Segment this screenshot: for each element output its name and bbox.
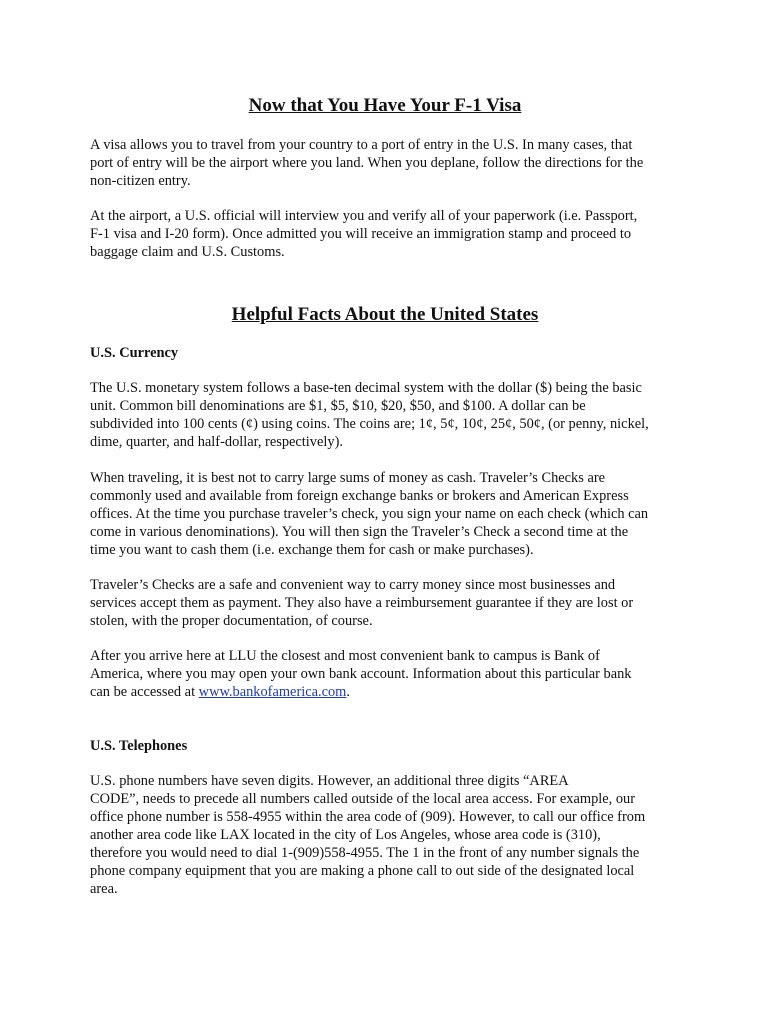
currency-heading: U.S. Currency [90,345,179,361]
text-line: stolen, with the proper documentation, of course. [90,613,373,629]
link-suffix: . [346,684,350,700]
text-line: another area code like LAX located in the city of Los Angeles, whose area code is (310), [90,827,601,843]
currency-paragraph-1 [90,379,690,451]
link-prefix: can be accessed at [90,684,199,700]
text-line: Traveler’s Checks are a safe and convenient way to carry money since most businesses and [90,577,616,593]
text-line: subdivided into 100 cents (¢) using coins. The coins are; 1¢, 5¢, 10¢, 25¢, 50¢, (or penny, nickel, [90,416,649,432]
telephones-heading: U.S. Telephones [90,738,188,754]
text-line: come in various denominations). You will then sign the Traveler’s Check a second time at the [90,524,629,540]
text-line: offices. At the time you purchase traveler’s check, you sign your name on each check (which can [90,506,649,522]
text-line: U.S. phone numbers have seven digits. However, an additional three digits “AREA [90,773,569,789]
text-line: port of entry will be the airport where you land. When you deplane, follow the directions for the [90,155,644,171]
text-line: dime, quarter, and half-dollar, respectively). [90,434,343,450]
facts-title: Helpful Facts About the United States [231,304,539,325]
bankofamerica-link[interactable]: www.bankofamerica.com [198,684,347,700]
text-line [90,683,690,701]
visa-paragraph-2 [90,207,690,261]
visa-title: Now that You Have Your F-1 Visa [248,95,522,116]
text-line: A visa allows you to travel from your country to a port of entry in the U.S. In many cases, that [90,137,633,153]
text-line: office phone number is 558-4955 within the area code of (909). However, to call our office from [90,809,646,825]
currency-paragraph-4 [90,647,690,701]
text-line: At the airport, a U.S. official will interview you and verify all of your paperwork (i.e. Passport, [90,208,638,224]
visa-paragraph-1 [90,136,690,190]
text-line: The U.S. monetary system follows a base-ten decimal system with the dollar ($) being the basic [90,380,642,396]
text-line: services accept them as payment. They also have a reimbursement guarantee if they are lost or [90,595,634,611]
text-line: non-citizen entry. [90,173,191,189]
text-line: CODE”, needs to precede all numbers called outside of the local area access. For example, our [90,791,636,807]
telephones-paragraph [90,772,690,898]
currency-paragraph-3 [90,576,690,630]
text-line: baggage claim and U.S. Customs. [90,244,285,260]
text-line: After you arrive here at LLU the closest and most convenient bank to campus is Bank of [90,648,600,664]
text-line: When traveling, it is best not to carry large sums of money as cash. Traveler’s Checks are [90,470,606,486]
text-line: F-1 visa and I-20 form). Once admitted you will receive an immigration stamp and proceed to [90,226,632,242]
text-line: commonly used and available from foreign exchange banks or brokers and American Express [90,488,629,504]
text-line: unit. Common bill denominations are $1, $5, $10, $20, $50, and $100. A dollar can be [90,398,586,414]
currency-paragraph-2 [90,469,690,559]
text-line: therefore you would need to dial 1-(909)558-4955. The 1 in the front of any number signals the [90,845,640,861]
text-line: time you want to cash them (i.e. exchange them for cash or make purchases). [90,542,534,558]
text-line: area. [90,881,118,897]
text-line: America, where you may open your own bank account. Information about this particular bank [90,666,632,682]
text-line: phone company equipment that you are making a phone call to out side of the designated local [90,863,635,879]
